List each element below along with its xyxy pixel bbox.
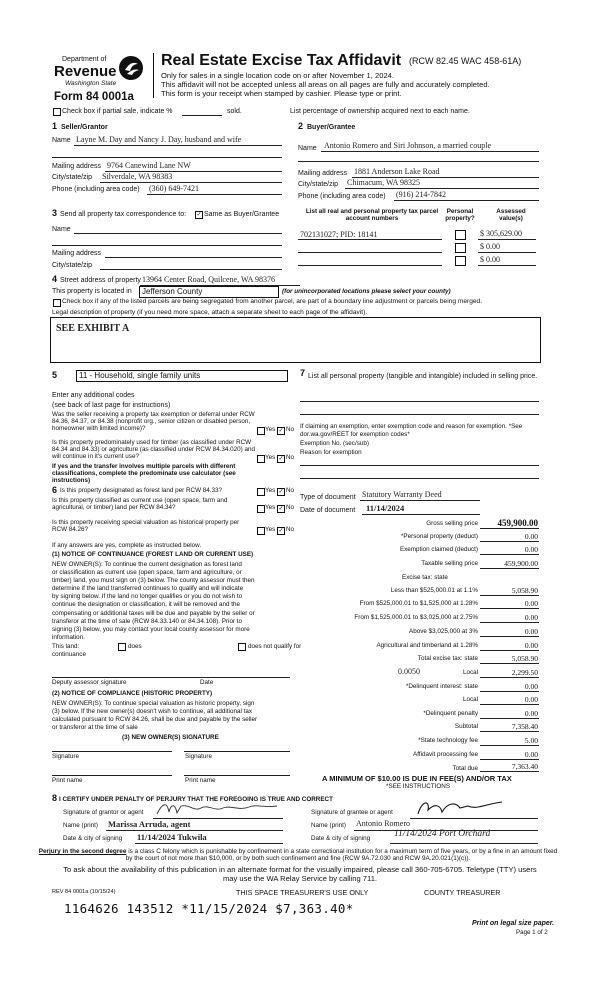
tax-row-label: Excise tax: state: [402, 574, 448, 581]
treasurer-stamp: 1164626 143512 *11/15/2024 $7,363.40*: [64, 901, 354, 916]
seller-mailing-label: Mailing address: [52, 163, 102, 170]
personal-property-checkbox-1[interactable]: [455, 230, 466, 240]
revenue-logo-icon: [118, 55, 144, 81]
owner-signature-label-2: Signature: [185, 753, 212, 760]
seller-section-number: 1: [52, 121, 58, 131]
section-7-number: 7: [300, 368, 306, 378]
land-does-label: does: [128, 643, 142, 650]
tax-row-value[interactable]: 459,900.00: [504, 559, 538, 568]
notice-line: determine if the land transferred continues to qualify and will indicate: [52, 585, 244, 593]
page-number: Page 1 of 2: [516, 929, 548, 936]
tax-row-label: Affidavit processing fee: [413, 751, 478, 758]
availability-notice: To ask about the availability of this publication in an alternate format for the visually impaired, please call 360-705-6705. Teletype (TTY) users may use the WA Relay Service by calling 711.: [63, 865, 537, 883]
forest-yes-checkbox[interactable]: [257, 488, 265, 496]
legal-paper-note: Print on legal size paper.: [472, 920, 555, 927]
section-5-number: 5: [52, 370, 58, 380]
personal-property-checkbox-2[interactable]: [455, 243, 466, 253]
washington-state: Washington State: [65, 80, 117, 87]
buyer-phone-label: Phone (including area code): [298, 193, 386, 200]
no-label-3: No: [286, 487, 295, 494]
tax-row-label: *Delinquent interest: state: [405, 683, 478, 690]
seller-name-field[interactable]: Layne M. Day and Nancy J. Day, husband and wife: [76, 135, 242, 144]
current-use-yes-checkbox[interactable]: [257, 505, 265, 513]
buyer-city-field[interactable]: Chimacum, WA 98325: [347, 178, 420, 187]
tax-row-value[interactable]: 7,363.40: [511, 762, 538, 771]
assessed-value-3[interactable]: $ 0.00: [480, 255, 500, 264]
exemption-reason-label: Reason for exemption: [300, 449, 362, 456]
notice-line: continue the designation or classification, it will be removed and the: [52, 601, 240, 609]
buyer-city-label: City/state/zip: [298, 181, 339, 188]
use-code-value: 11 - Household, single family units: [79, 371, 201, 380]
county-value: Jefferson County: [142, 287, 203, 296]
tax-row-value[interactable]: 0.00: [524, 682, 538, 691]
correspondence-mailing-label: Mailing address: [52, 250, 102, 257]
yes-label-5: Yes: [265, 526, 276, 533]
grantee-name-print[interactable]: Antonio Romero: [356, 819, 410, 828]
notice-line: (3) below. If the new owner(s) doesn't wish to continue, all additional tax: [52, 708, 253, 716]
owner-print-name-label-1: Print name: [52, 777, 83, 784]
notice-line: by signing below. If the land no longer qualifies or you do not wish to: [52, 593, 243, 601]
tax-row-label: *Delinquent penalty: [423, 710, 478, 717]
seller-phone-field[interactable]: (360) 649-7421: [149, 184, 199, 193]
partial-sale-checkbox[interactable]: [53, 108, 61, 116]
personal-property-list-label: List all personal property (tangible and intangible) included in selling price.: [308, 373, 538, 380]
yes-label-4: Yes: [265, 504, 276, 511]
grantee-signature-image[interactable]: [412, 798, 507, 818]
perjury-text: is a class C felony which is punishable by confinement in a state correctional institution for a maximum term of five years, or by a fine in an amount fixed by the court of not more than $10,000, or by both such confinement and fine (RCW 9A.72.030 and RCW 9A.20.021(1)(c)).: [125, 848, 558, 863]
timber-yes-checkbox[interactable]: [257, 455, 265, 463]
tax-row-value[interactable]: 0.00: [524, 695, 538, 704]
grantor-date-city[interactable]: 11/14/2024 Tukwila: [137, 832, 207, 842]
notice-line: information.: [52, 633, 85, 641]
seller-exemption-question: Was the seller receiving a property tax exemption or deferral under RCW 84.36, 84.37, or 84.38 (nonprofit org., senior citizen or disabled person, homeowner with limited income)?: [52, 411, 255, 433]
tax-row-value[interactable]: 0.00: [524, 641, 538, 650]
tax-row-label: From $1,525,000.01 to $3,025,000 at 2.75%: [354, 614, 478, 621]
tax-row-label: Total due: [452, 765, 478, 772]
notice-continuance-title: (1) NOTICE OF CONTINUANCE (FOREST LAND OR CURRENT USE): [52, 551, 254, 558]
form-title-ref: (RCW 82.45 WAC 458-61A): [409, 56, 522, 66]
deputy-signature-label: Deputy assessor signature: [52, 679, 127, 686]
tax-row-value[interactable]: 0.00: [524, 750, 538, 759]
deputy-date-label: Date: [200, 679, 214, 686]
grantor-date-city-label: Date & city of signing: [63, 835, 123, 842]
current-use-no-checkbox[interactable]: ✓: [278, 506, 284, 512]
tax-row-label: Subtotal: [454, 723, 478, 730]
segregated-label: Check box if any of the listed parcels are being segregated from another parcel, are part of a boundary line adjustment or parcels being merged.: [62, 298, 483, 305]
tax-row-label: Above $3,025,000 at 3%: [409, 628, 478, 635]
tax-row-label: Taxable selling price: [421, 560, 478, 567]
treasurer-use-only: THIS SPACE TREASURER'S USE ONLY: [236, 888, 369, 897]
street-address-label: Street address of property: [60, 277, 141, 284]
personal-property-header: Personal property?: [445, 208, 475, 222]
grantee-date-city[interactable]: 11/14/2024 Port Orchard: [394, 829, 491, 839]
legal-description-label: Legal description of property (if you need more space, attach a separate sheet to each page of the affidavit).: [52, 309, 368, 316]
if-any-yes: If any answers are yes, complete as instructed below.: [52, 542, 202, 549]
tax-row-value[interactable]: 7,358.40: [511, 722, 538, 731]
partial-sale-label: Check box if partial sale, indicate %: [62, 108, 173, 115]
unincorporated-note: (for unincorporated locations please select your county): [282, 288, 451, 295]
street-address-field[interactable]: 13964 Center Road, Quilcene, WA 98376: [142, 275, 275, 284]
this-land-label: This land:: [52, 643, 80, 650]
tax-row-value[interactable]: 459,900.00: [497, 518, 538, 528]
county-treasurer: COUNTY TREASURER: [424, 888, 501, 897]
tax-row-value[interactable]: 0.00: [524, 532, 538, 541]
yes-label-3: Yes: [265, 487, 276, 494]
buyer-mailing-label: Mailing address: [298, 170, 348, 177]
parcel-number-1[interactable]: 702131027; PID: 18141: [300, 230, 378, 239]
perjury-bold: Perjury in the second degree: [38, 848, 127, 855]
timber-agriculture-question: Is this property predominately used for timber (as classified under RCW 84.34 and 84.33) or agriculture (as classified under RCW 84.34.020) and will continue in it's current use?: [52, 439, 256, 461]
tax-row-value[interactable]: 0.00: [524, 599, 538, 608]
notice-line: compensating or additional taxes will be due and payable by the seller or: [52, 609, 255, 617]
local-rate: 0.0050: [398, 667, 420, 676]
segregated-checkbox[interactable]: [53, 299, 61, 307]
dept-of: Department of: [62, 56, 107, 63]
historic-yes-checkbox[interactable]: [257, 527, 265, 535]
continuance-label: continuance: [52, 651, 86, 658]
land-does-not-checkbox[interactable]: [238, 643, 246, 651]
no-label-4: No: [286, 504, 295, 511]
assessed-header: Assessed value(s): [496, 208, 526, 222]
seller-heading: Seller/Grantor: [61, 124, 108, 131]
date-of-document-label: Date of document: [300, 507, 356, 514]
tax-row-label: *Personal property (deduct): [400, 533, 478, 540]
tax-row-label: Agricultural and timberland at 1.28%: [376, 642, 478, 649]
timber-no-checkbox[interactable]: ✓: [278, 456, 284, 462]
see-instructions-note: *SEE INSTRUCTIONS: [386, 783, 451, 790]
buyer-heading: Buyer/Grantee: [307, 124, 356, 131]
yes-label: Yes: [265, 426, 276, 433]
notice-line: NEW OWNER(S): To continue the current designation as forest land: [52, 561, 242, 568]
notice-continuance-body: [52, 561, 292, 642]
parcels-header: List all real and personal property tax parcel account numbers: [305, 208, 439, 222]
certify-statement: I CERTIFY UNDER PENALTY OF PERJURY THAT THE FOREGOING IS TRUE AND CORRECT: [59, 796, 333, 803]
assessed-value-2[interactable]: $ 0.00: [480, 242, 500, 251]
forest-no-checkbox[interactable]: ✓: [278, 489, 284, 495]
legal-description-value: SEE EXHIBIT A: [56, 323, 130, 334]
same-as-buyer-checkbox[interactable]: ✓: [196, 212, 202, 218]
tax-row-value[interactable]: 5,058.90: [511, 586, 538, 595]
tax-row-label: Exemption claimed (deduct): [399, 546, 478, 553]
owner-print-name-label-2: Print name: [185, 777, 216, 784]
section-6-number: 6: [52, 485, 58, 495]
tax-row-value[interactable]: 0.00: [524, 545, 538, 554]
grantee-date-city-label: Date & city of signing: [311, 835, 371, 842]
tax-row-value[interactable]: 0.00: [524, 709, 538, 718]
notice-compliance-title: (2) NOTICE OF COMPLIANCE (HISTORIC PROPERTY): [52, 690, 213, 697]
tax-row-value[interactable]: 5,058.90: [511, 654, 538, 663]
notice-line: timber) land, you must sign on (3) below. The county assessor must then: [52, 577, 255, 585]
grantor-signature-image[interactable]: [153, 800, 283, 818]
historic-no-checkbox[interactable]: ✓: [278, 528, 284, 534]
section-8-number: 8: [52, 793, 58, 803]
no-label-2: No: [286, 454, 295, 461]
land-does-not-label: does not qualify for: [248, 643, 302, 650]
yes-label-2: Yes: [265, 454, 276, 461]
notice-line: signing (3) below, you may contact your local county assessor for more: [52, 625, 250, 633]
notice-line: NEW OWNER(S): To continue special valuation as historic property, sign: [52, 700, 255, 707]
grantee-signature-label: Signature of grantee or agent: [311, 809, 393, 816]
correspondence-name-label: Name: [52, 226, 71, 233]
minimum-due-note: A MINIMUM OF $10.00 IS DUE IN FEE(S) AND/OR TAX: [322, 774, 512, 783]
located-in-label: This property is located in: [52, 288, 132, 295]
revenue-wordmark: Revenue: [54, 63, 117, 80]
historic-question: Is this property receiving special valuation as historical property per RCW 84.26?: [52, 519, 240, 534]
current-use-question: Is this property classified as current use (open space, farm and agricultural, or timber) land per RCW 84.34?: [52, 497, 228, 512]
same-as-buyer-label: Same as Buyer/Grantee: [204, 211, 280, 218]
header-line-3: This form is your receipt when stamped by cashier. Please type or print.: [161, 89, 402, 98]
partial-sold-label: sold.: [227, 108, 242, 115]
notice-line: calculated pursuant to RCW 84.26, shall be due and payable by the seller: [52, 716, 258, 724]
header-line-1: Only for sales in a single location code on or after November 1, 2024.: [161, 71, 395, 80]
grantor-name-print[interactable]: Marissa Arruda, agent: [108, 819, 191, 829]
seller-mailing-field[interactable]: 9764 Canewind Lane NW: [107, 161, 191, 170]
date-of-document-field[interactable]: 11/14/2024: [366, 503, 405, 513]
buyer-name-field[interactable]: Antonio Romero and Siri Johnson, a married couple: [324, 141, 492, 150]
type-of-document-field[interactable]: Statutory Warranty Deed: [362, 490, 442, 499]
see-back-label: (see back of last page for instructions): [52, 402, 171, 409]
section-3-number: 3: [52, 208, 58, 218]
notice-line: or transferor at the time of sale: [52, 724, 138, 732]
no-label-5: No: [286, 526, 295, 533]
claiming-exemption-label: If claiming an exemption, enter exemption code and reason for exemption. *See dor.wa.gov/REET for exemption codes*: [300, 423, 523, 438]
tax-row-label: *State technology fee: [418, 737, 478, 744]
additional-codes-label: Enter any additional codes: [52, 392, 135, 399]
assessed-value-1[interactable]: $ 305,629.00: [480, 229, 522, 238]
seller-city-label: City/state/zip: [52, 174, 93, 181]
buyer-section-number: 2: [298, 121, 304, 131]
tax-row-label: From $525,000.01 to $1,525,000 at 1.28%: [359, 600, 478, 607]
owner-signature-label-1: Signature: [52, 753, 79, 760]
seller-exemption-no-checkbox[interactable]: ✓: [278, 428, 284, 434]
form-title: Real Estate Excise Tax Affidavit: [161, 52, 402, 69]
tax-row-label: Local: [462, 696, 478, 703]
land-does-checkbox[interactable]: [118, 643, 126, 651]
seller-city-field[interactable]: Silverdale, WA 98383: [102, 172, 173, 181]
buyer-phone-field[interactable]: (916) 214-7842: [396, 190, 446, 199]
section-3-text: Send all property tax correspondence to:: [60, 211, 187, 218]
notice-line: or classification as current use (open space, farm and agriculture, or: [52, 569, 242, 577]
exemption-number-label: Exemption No. (sec/sub): [300, 440, 369, 447]
tax-row-value[interactable]: 2,299.50: [511, 668, 538, 677]
forest-land-question: Is this property designated as forest land per RCW 84.33?: [60, 487, 223, 494]
personal-property-checkbox-3[interactable]: [455, 256, 466, 266]
no-label: No: [286, 426, 295, 433]
tax-row-label: Less than $525,000.01 at 1.1%: [390, 587, 478, 594]
buyer-name-label: Name: [298, 145, 317, 152]
seller-phone-label: Phone (including area code): [52, 186, 140, 193]
new-owner-signature-title: (3) NEW OWNER(S) SIGNATURE: [122, 734, 219, 741]
tax-row-label: Local: [462, 669, 478, 676]
revision-label: REV 84 0001a (10/15/24): [52, 889, 116, 895]
type-of-document-label: Type of document: [300, 494, 356, 501]
grantor-signature-label: Signature of grantor or agent: [63, 809, 144, 816]
tax-row-value[interactable]: 5.00: [524, 736, 538, 745]
header-line-2: This affidavit will not be accepted unless all areas on all pages are fully and accurately completed.: [161, 80, 490, 89]
tax-row-label: Gross selling price: [426, 520, 478, 527]
ownership-note: List percentage of ownership acquired next to each name.: [290, 108, 470, 115]
correspondence-city-label: City/state/zip: [52, 262, 93, 269]
tax-row-value[interactable]: 0.00: [524, 627, 538, 636]
grantee-name-print-label: Name (print): [311, 822, 346, 829]
perjury-notice: [38, 848, 558, 863]
notice-compliance-body: [52, 700, 292, 732]
form-number: Form 84 0001a: [54, 91, 134, 103]
timber-agriculture-instructions: If yes and the transfer involves multiple parcels with different classifications, complete the predominate use calculator (see instructions): [52, 463, 236, 485]
tax-row-value[interactable]: 0.00: [524, 613, 538, 622]
section-4-number: 4: [52, 274, 58, 284]
seller-exemption-yes-checkbox[interactable]: [257, 427, 265, 435]
notice-line: transferor at the time of sale (RCW 84.33.140 or 84.34.108). Prior to: [52, 617, 243, 625]
grantor-name-print-label: Name (print): [63, 822, 98, 829]
seller-name-label: Name: [52, 137, 71, 144]
tax-row-label: Total excise tax: state: [417, 655, 478, 662]
buyer-mailing-field[interactable]: 1881 Anderson Lake Road: [354, 167, 440, 176]
